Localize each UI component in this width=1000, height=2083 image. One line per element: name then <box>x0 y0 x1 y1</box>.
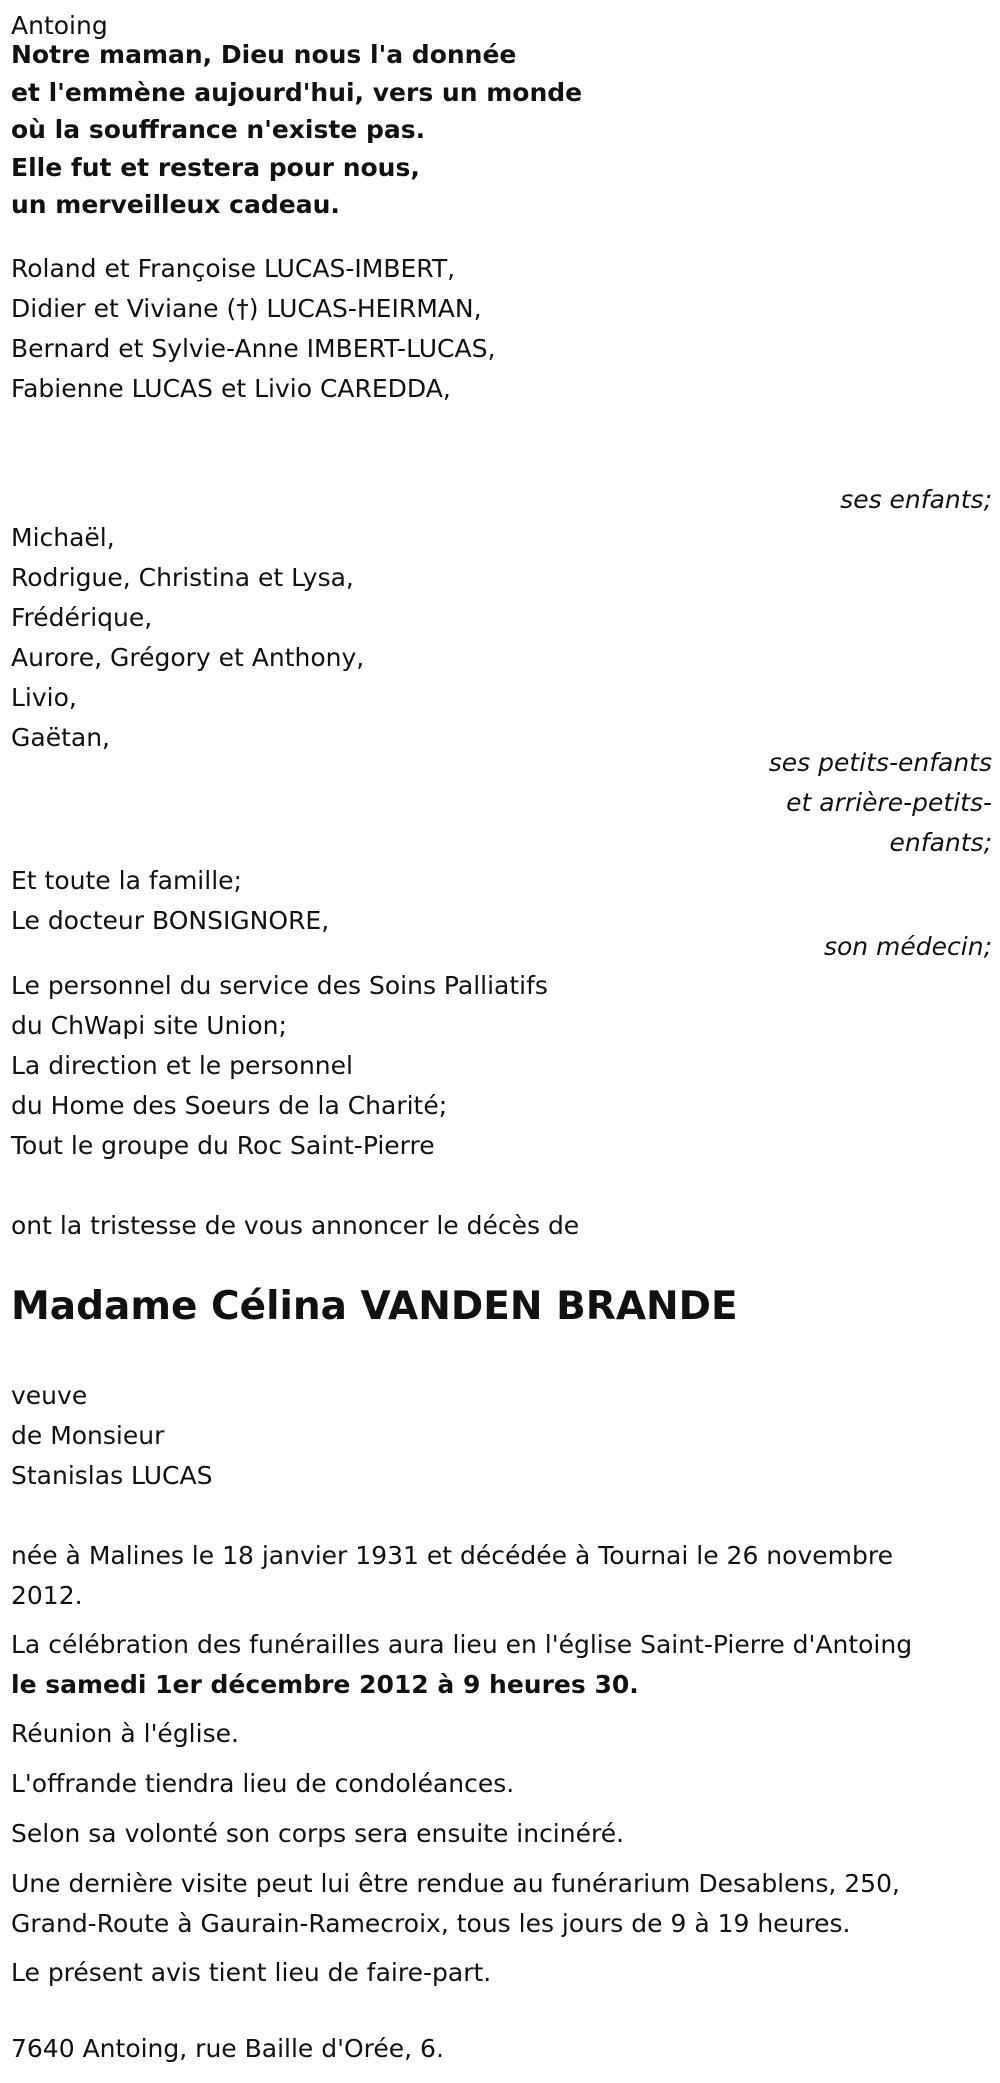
poem-line: Notre maman, Dieu nous l'a donnée <box>11 40 517 69</box>
announcement-text: ont la tristesse de vous annoncer le décès de <box>11 1211 580 1240</box>
deceased-name-heading: Madame Célina VANDEN BRANDE <box>11 1284 738 1329</box>
ceremony-text: La célébration des funérailles aura lieu en l'église Saint-Pierre d'Antoing <box>11 1630 913 1659</box>
grandchildren-role-line: ses petits-enfants <box>768 748 992 777</box>
staff-entry: du Home des Soeurs de la Charité; <box>11 1091 448 1120</box>
staff-entry: La direction et le personnel <box>11 1051 353 1080</box>
meeting <box>11 1714 997 1754</box>
staff-entry: du ChWapi site Union; <box>11 1011 287 1040</box>
children-role-label: ses enfants; <box>840 485 992 514</box>
offering-text: L'offrande tiendra lieu de condoléances. <box>11 1769 515 1798</box>
children-role <box>11 480 992 520</box>
widow-line: Stanislas LUCAS <box>11 1461 213 1490</box>
poem-line: Elle fut et restera pour nous, <box>11 152 420 182</box>
cremation-text: Selon sa volonté son corps sera ensuite incinéré. <box>11 1819 625 1848</box>
address <box>11 2029 997 2069</box>
widow-line: de Monsieur <box>11 1421 165 1450</box>
meeting-text: Réunion à l'église. <box>11 1719 239 1748</box>
staff-list <box>11 966 997 1166</box>
widow-info <box>11 1376 997 1496</box>
ceremony <box>11 1625 997 1705</box>
grandchild-entry: Michaël, <box>11 523 115 552</box>
offering <box>11 1764 997 1804</box>
children-list <box>11 249 997 409</box>
grandchild-entry: Livio, <box>11 683 77 712</box>
poem-line: et l'emmène aujourd'hui, vers un monde <box>11 77 583 107</box>
staff-entry: Tout le groupe du Roc Saint-Pierre <box>11 1131 435 1160</box>
grandchildren-role-line: et arrière-petits- <box>786 788 992 817</box>
location: Antoing <box>11 11 108 40</box>
staff-entry: Le personnel du service des Soins Palliatifs <box>11 971 548 1000</box>
notice <box>11 1953 997 1993</box>
grandchild-entry: Rodrigue, Christina et Lysa, <box>11 563 354 592</box>
child-entry: Fabienne LUCAS et Livio CAREDDA, <box>11 374 451 403</box>
grandchildren-list <box>11 518 997 758</box>
birth-death-line: 2012. <box>11 1581 83 1610</box>
doctor-role <box>11 927 992 967</box>
child-entry: Didier et Viviane (†) LUCAS-HEIRMAN, <box>11 294 482 323</box>
grandchildren-role-line: enfants; <box>889 828 992 857</box>
child-entry: Roland et Françoise LUCAS-IMBERT, <box>11 254 456 283</box>
family-entry: Et toute la famille; <box>11 866 242 895</box>
cremation <box>11 1814 997 1854</box>
poem-line: où la souffrance n'existe pas. <box>11 115 426 144</box>
visit-line: Grand-Route à Gaurain-Ramecroix, tous les jours de 9 à 19 heures. <box>11 1909 851 1938</box>
visit-info <box>11 1864 997 1944</box>
address-text: 7640 Antoing, rue Baille d'Orée, 6. <box>11 2034 444 2063</box>
grandchild-entry: Frédérique, <box>11 603 153 632</box>
announcement <box>11 1206 997 1246</box>
poem-line: un merveilleux cadeau. <box>11 190 340 219</box>
widow-line: veuve <box>11 1381 88 1410</box>
visit-line: Une dernière visite peut lui être rendue au funérarium Desablens, 250, <box>11 1869 900 1898</box>
child-entry: Bernard et Sylvie-Anne IMBERT-LUCAS, <box>11 334 496 363</box>
grandchild-entry: Aurore, Grégory et Anthony, <box>11 643 365 672</box>
birth-death-line: née à Malines le 18 janvier 1931 et décédée à Tournai le 26 novembre <box>11 1541 893 1570</box>
deceased-name <box>11 1282 997 1332</box>
poem <box>11 36 997 224</box>
birth-death <box>11 1536 997 1616</box>
grandchildren-role <box>11 743 992 863</box>
ceremony-date: le samedi 1er décembre 2012 à 9 heures 30. <box>11 1670 639 1699</box>
grandchild-entry: Gaëtan, <box>11 723 110 752</box>
notice-text: Le présent avis tient lieu de faire-part. <box>11 1958 492 1987</box>
family-entry: Le docteur BONSIGNORE, <box>11 906 330 935</box>
doctor-role-label: son médecin; <box>823 932 992 961</box>
